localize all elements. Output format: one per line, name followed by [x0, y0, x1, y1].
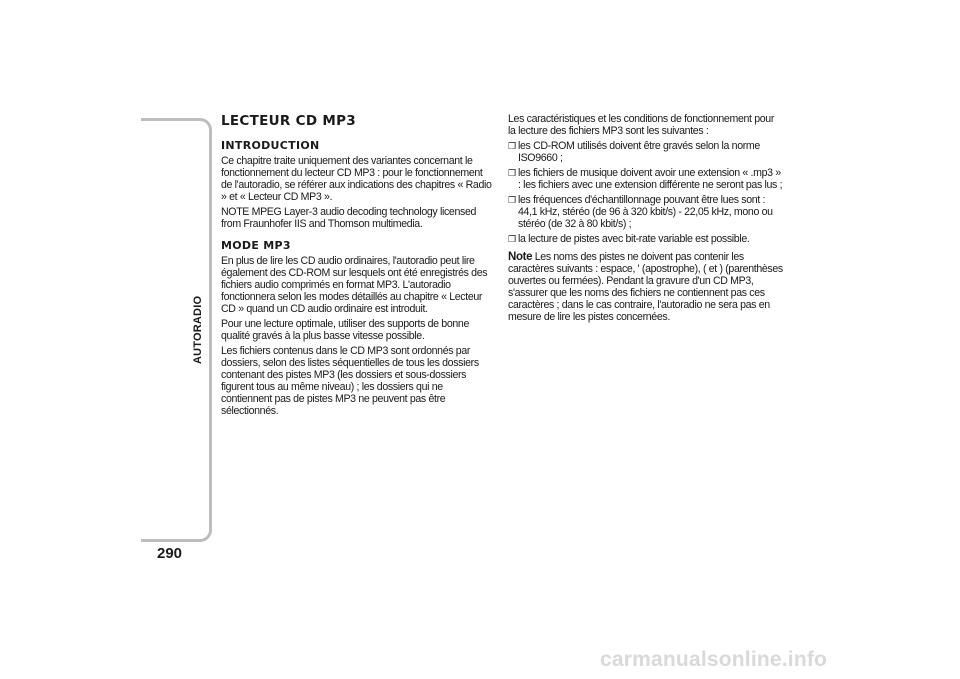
intro-paragraph-1: Ce chapitre traite uniquement des variantes concernant le fonctionnement du lecteur CD MP3 : pour le fonctionnement de l'autoradio, se référer aux indications des chapitres « Radio » et « Lecteur CD MP3 ». — [221, 155, 492, 203]
note-label: Note — [508, 251, 533, 263]
checkbox-bullet-icon: ❒ — [508, 141, 516, 151]
list-item: ❒ les fréquences d'échantillonnage pouvant être lues sont : 44,1 kHz, stéréo (de 96 à 320 kbit/s) - 22,05 kHz, mono ou stéréo (de 32 à 80 kbit/s) ; — [508, 194, 773, 230]
list-item: ❒ les CD-ROM utilisés doivent être gravés selon la norme ISO9660 ; — [508, 140, 760, 164]
intro-paragraph-2: NOTE MPEG Layer-3 audio decoding technology licensed from Fraunhofer IIS and Thomson multimedia. — [221, 206, 477, 230]
introduction-heading: INTRODUCTION — [221, 139, 320, 152]
checkbox-bullet-icon: ❒ — [508, 234, 516, 244]
right-column — [508, 113, 784, 326]
list-item: ❒ les fichiers de musique doivent avoir une extension « .mp3 » : les fichiers avec une extension différente ne seront pas lus ; — [508, 167, 783, 191]
list-item: ❒ la lecture de pistes avec bit-rate variable est possible. — [508, 233, 750, 245]
mode-paragraph-1: En plus de lire les CD audio ordinaires, l'autoradio peut lire également des CD-ROM sur lesquels ont été enregistrés des fichiers audio comprimés en format MP3. L'autoradio fonctionnera selon les modes détaillés au chapitre « Lecteur CD » quand un CD audio ordinaire est introduit. — [221, 255, 488, 315]
page-title: LECTEUR CD MP3 — [221, 113, 356, 129]
note-text: Les noms des pistes ne doivent pas contenir les caractères suivants : espace, ' (apostrophe), ( et ) (parenthèses ouvertes ou fermées). Pendant la gravure d'un CD MP3, s'assurer que les noms des fichiers ne contiennent pas ces caractères ; dans le cas contraire, l'autoradio ne sera pas en mesure de lire les pistes concernées. — [508, 251, 783, 323]
checkbox-bullet-icon: ❒ — [508, 195, 516, 205]
mode-paragraph-3: Les fichiers contenus dans le CD MP3 sont ordonnés par dossiers, selon des listes séquentielles de tous les dossiers contenant des pistes MP3 (les dossiers et sous-dossiers figurent tous au même niveau) ; les dossiers qui ne contiennent pas de pistes MP3 ne peuvent pas être sélectionnés. — [221, 345, 479, 417]
left-column — [221, 113, 495, 420]
checkbox-bullet-icon: ❒ — [508, 168, 516, 178]
watermark: carmanualsonline.info — [600, 648, 828, 671]
mode-paragraph-2: Pour une lecture optimale, utiliser des supports de bonne qualité gravés à la plus basse vitesse possible. — [221, 318, 469, 342]
mode-mp3-heading: MODE MP3 — [221, 239, 291, 252]
note-paragraph — [508, 251, 784, 323]
page-number: 290 — [157, 545, 183, 562]
section-side-label: AUTORADIO — [192, 295, 204, 364]
characteristics-list — [508, 140, 784, 245]
characteristics-intro: Les caractéristiques et les conditions de fonctionnement pour la lecture des fichiers MP3 sont les suivantes : — [508, 113, 775, 137]
